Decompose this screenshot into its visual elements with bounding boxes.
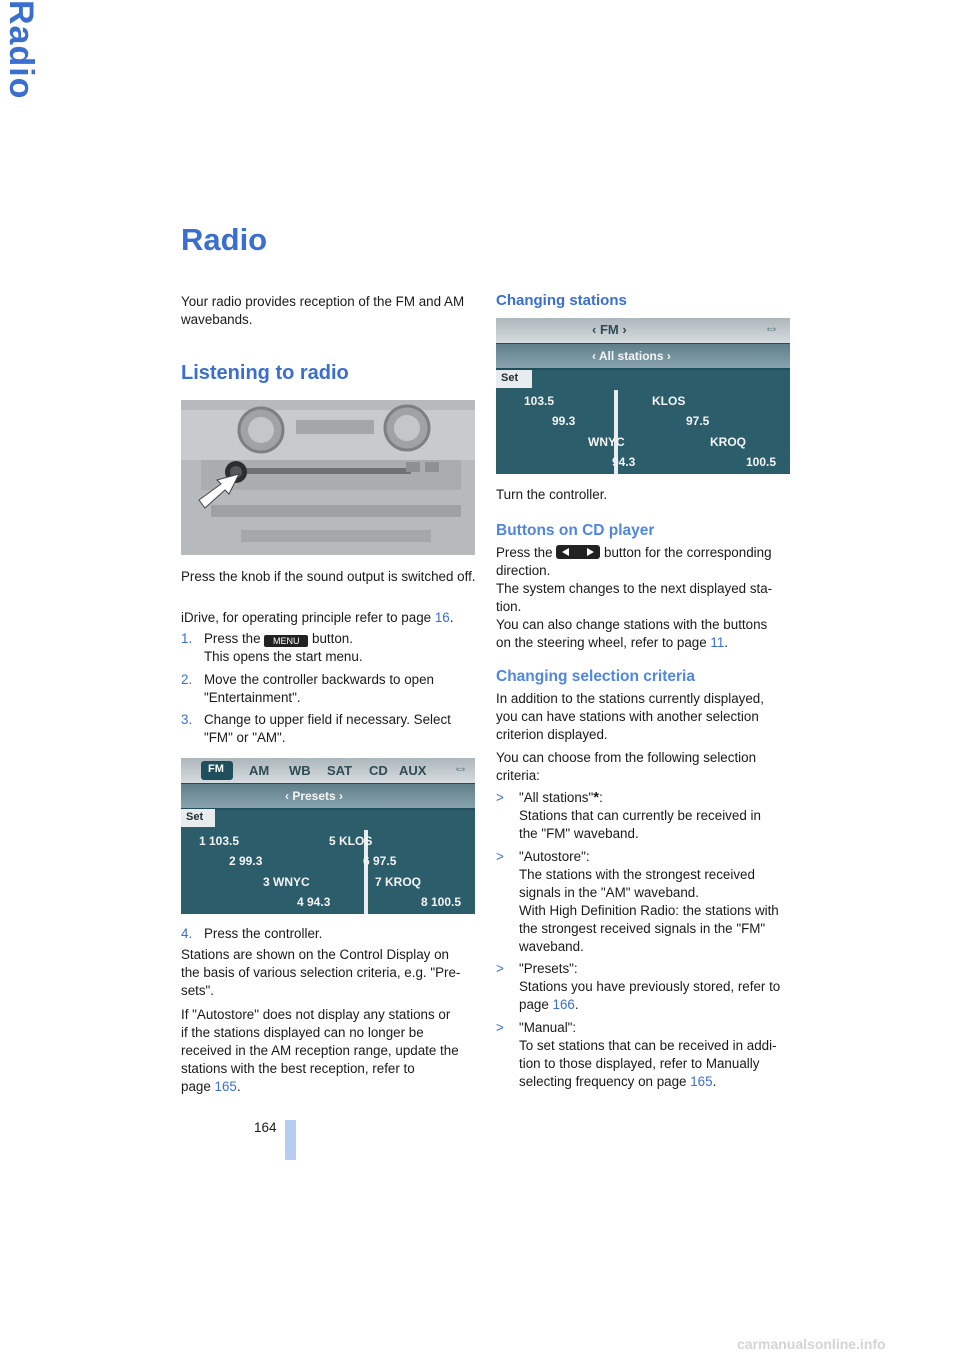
page-marker-bar [285,1120,296,1160]
side-title-text: Radio [2,0,40,100]
tab-am[interactable]: AM [249,763,270,778]
heading-listening: Listening to radio [181,362,349,384]
tab-sat[interactable]: SAT [327,763,353,778]
selection-criteria[interactable]: ‹ Presets › [285,789,344,803]
step-4: 4. Press the controller. [181,926,323,941]
listening-p4: If "Autostore" does not display any stations or if the stations displayed can no longer be received in the AM reception range, update the stations with the best reception, refer to page 165. [181,1007,459,1094]
heading-cd-buttons: Buttons on CD player [496,522,655,539]
station-klos[interactable]: KLOS [652,394,686,408]
move-icon: ⇔ [453,760,468,777]
station-100-5[interactable]: 100.5 [746,455,777,469]
heading-changing-stations: Changing stations [496,292,627,309]
page-number: 164 [254,1120,277,1135]
criteria-item-all-stations: > "All stations"*: Stations that can currently be received in the "FM" waveband. [496,789,761,841]
heading-selection-criteria: Changing selection criteria [496,668,695,685]
menu-button-icon: MENU [264,635,308,647]
page-link-165[interactable]: 165 [214,1079,237,1094]
preset-6[interactable]: 6 97.5 [363,854,397,868]
turn-controller-text: Turn the controller. [496,487,608,502]
step-1: 1. Press the MENU button. This opens the start menu. [181,631,363,664]
station-kroq[interactable]: KROQ [710,435,746,449]
move-icon: ⇔ [764,320,779,337]
preset-4[interactable]: 4 94.3 [297,895,331,909]
station-99-3[interactable]: 99.3 [552,414,576,428]
station-wnyc[interactable]: WNYC [588,435,625,449]
waveband-bar [496,318,790,343]
cd-text: Press the button for the corresponding direction. The system changes to the next displayed sta- tion. You can also change stations with the buttons on the steering wheel, refer to page 11. [496,545,773,650]
station-97-5[interactable]: 97.5 [686,414,710,428]
page-link-16[interactable]: 16 [434,610,450,625]
criteria-item-autostore: > "Autostore": The stations with the strongest received signals in the "AM" waveband. With High Definition Radio: the stations with the strongest received signals in the "FM" waveband. [496,849,779,954]
all-stations-screen [496,318,790,474]
preset-7[interactable]: 7 KROQ [375,875,422,889]
listening-p1: Press the knob if the sound output is switched off. [181,569,476,584]
station-103-5[interactable]: 103.5 [524,394,555,408]
preset-2[interactable]: 2 99.3 [229,854,263,868]
page-link-11[interactable]: 11 [710,635,725,650]
watermark: carmanualsonline.info [737,1336,886,1352]
set-button[interactable]: Set [186,811,204,823]
preset-5[interactable]: 5 KLOS [329,834,373,848]
listening-p3: Stations are shown on the Control Display on the basis of various selection criteria, e.g. "Pre- sets". [181,947,461,998]
preset-8[interactable]: 8 100.5 [421,895,462,909]
skip-arrows-icon [556,545,600,559]
preset-1[interactable]: 1 103.5 [199,834,240,848]
step-3: 3. Change to upper field if necessary. Select "FM" or "AM". [181,712,451,745]
page-link-166[interactable]: 166 [552,997,575,1012]
criteria-item-presets: > "Presets": Stations you have previously stored, refer to page 166. [496,961,781,1012]
preset-3[interactable]: 3 WNYC [263,875,310,889]
selection-criteria[interactable]: ‹ All stations › [592,349,671,363]
page-title: Radio [181,222,268,257]
criteria-item-manual: > "Manual": To set stations that can be received in addi- tion to those displayed, refer to Manually selecting frequency on page 165. [496,1020,777,1089]
criteria-p1: In addition to the stations currently displayed, you can have stations with another selection criterion displayed. [496,691,764,742]
waveband-label[interactable]: ‹ FM › [592,322,627,337]
tab-fm[interactable]: FM [208,763,224,775]
intro-text: Your radio provides reception of the FM and AM wavebands. [181,294,465,327]
page-link-165-b[interactable]: 165 [690,1074,713,1089]
tab-wb[interactable]: WB [289,763,311,778]
radio-console-photo [181,400,475,555]
tab-aux[interactable]: AUX [399,763,427,778]
listening-p2: iDrive, for operating principle refer to page 16. [181,610,454,625]
set-button[interactable]: Set [501,372,519,384]
step-2: 2. Move the controller backwards to open "Entertainment". [181,672,434,705]
side-chapter-title [0,0,50,100]
presets-screen [181,758,475,914]
station-94-3[interactable]: 94.3 [612,455,636,469]
tab-cd[interactable]: CD [369,763,388,778]
criteria-p2: You can choose from the following selection criteria: [496,750,757,783]
